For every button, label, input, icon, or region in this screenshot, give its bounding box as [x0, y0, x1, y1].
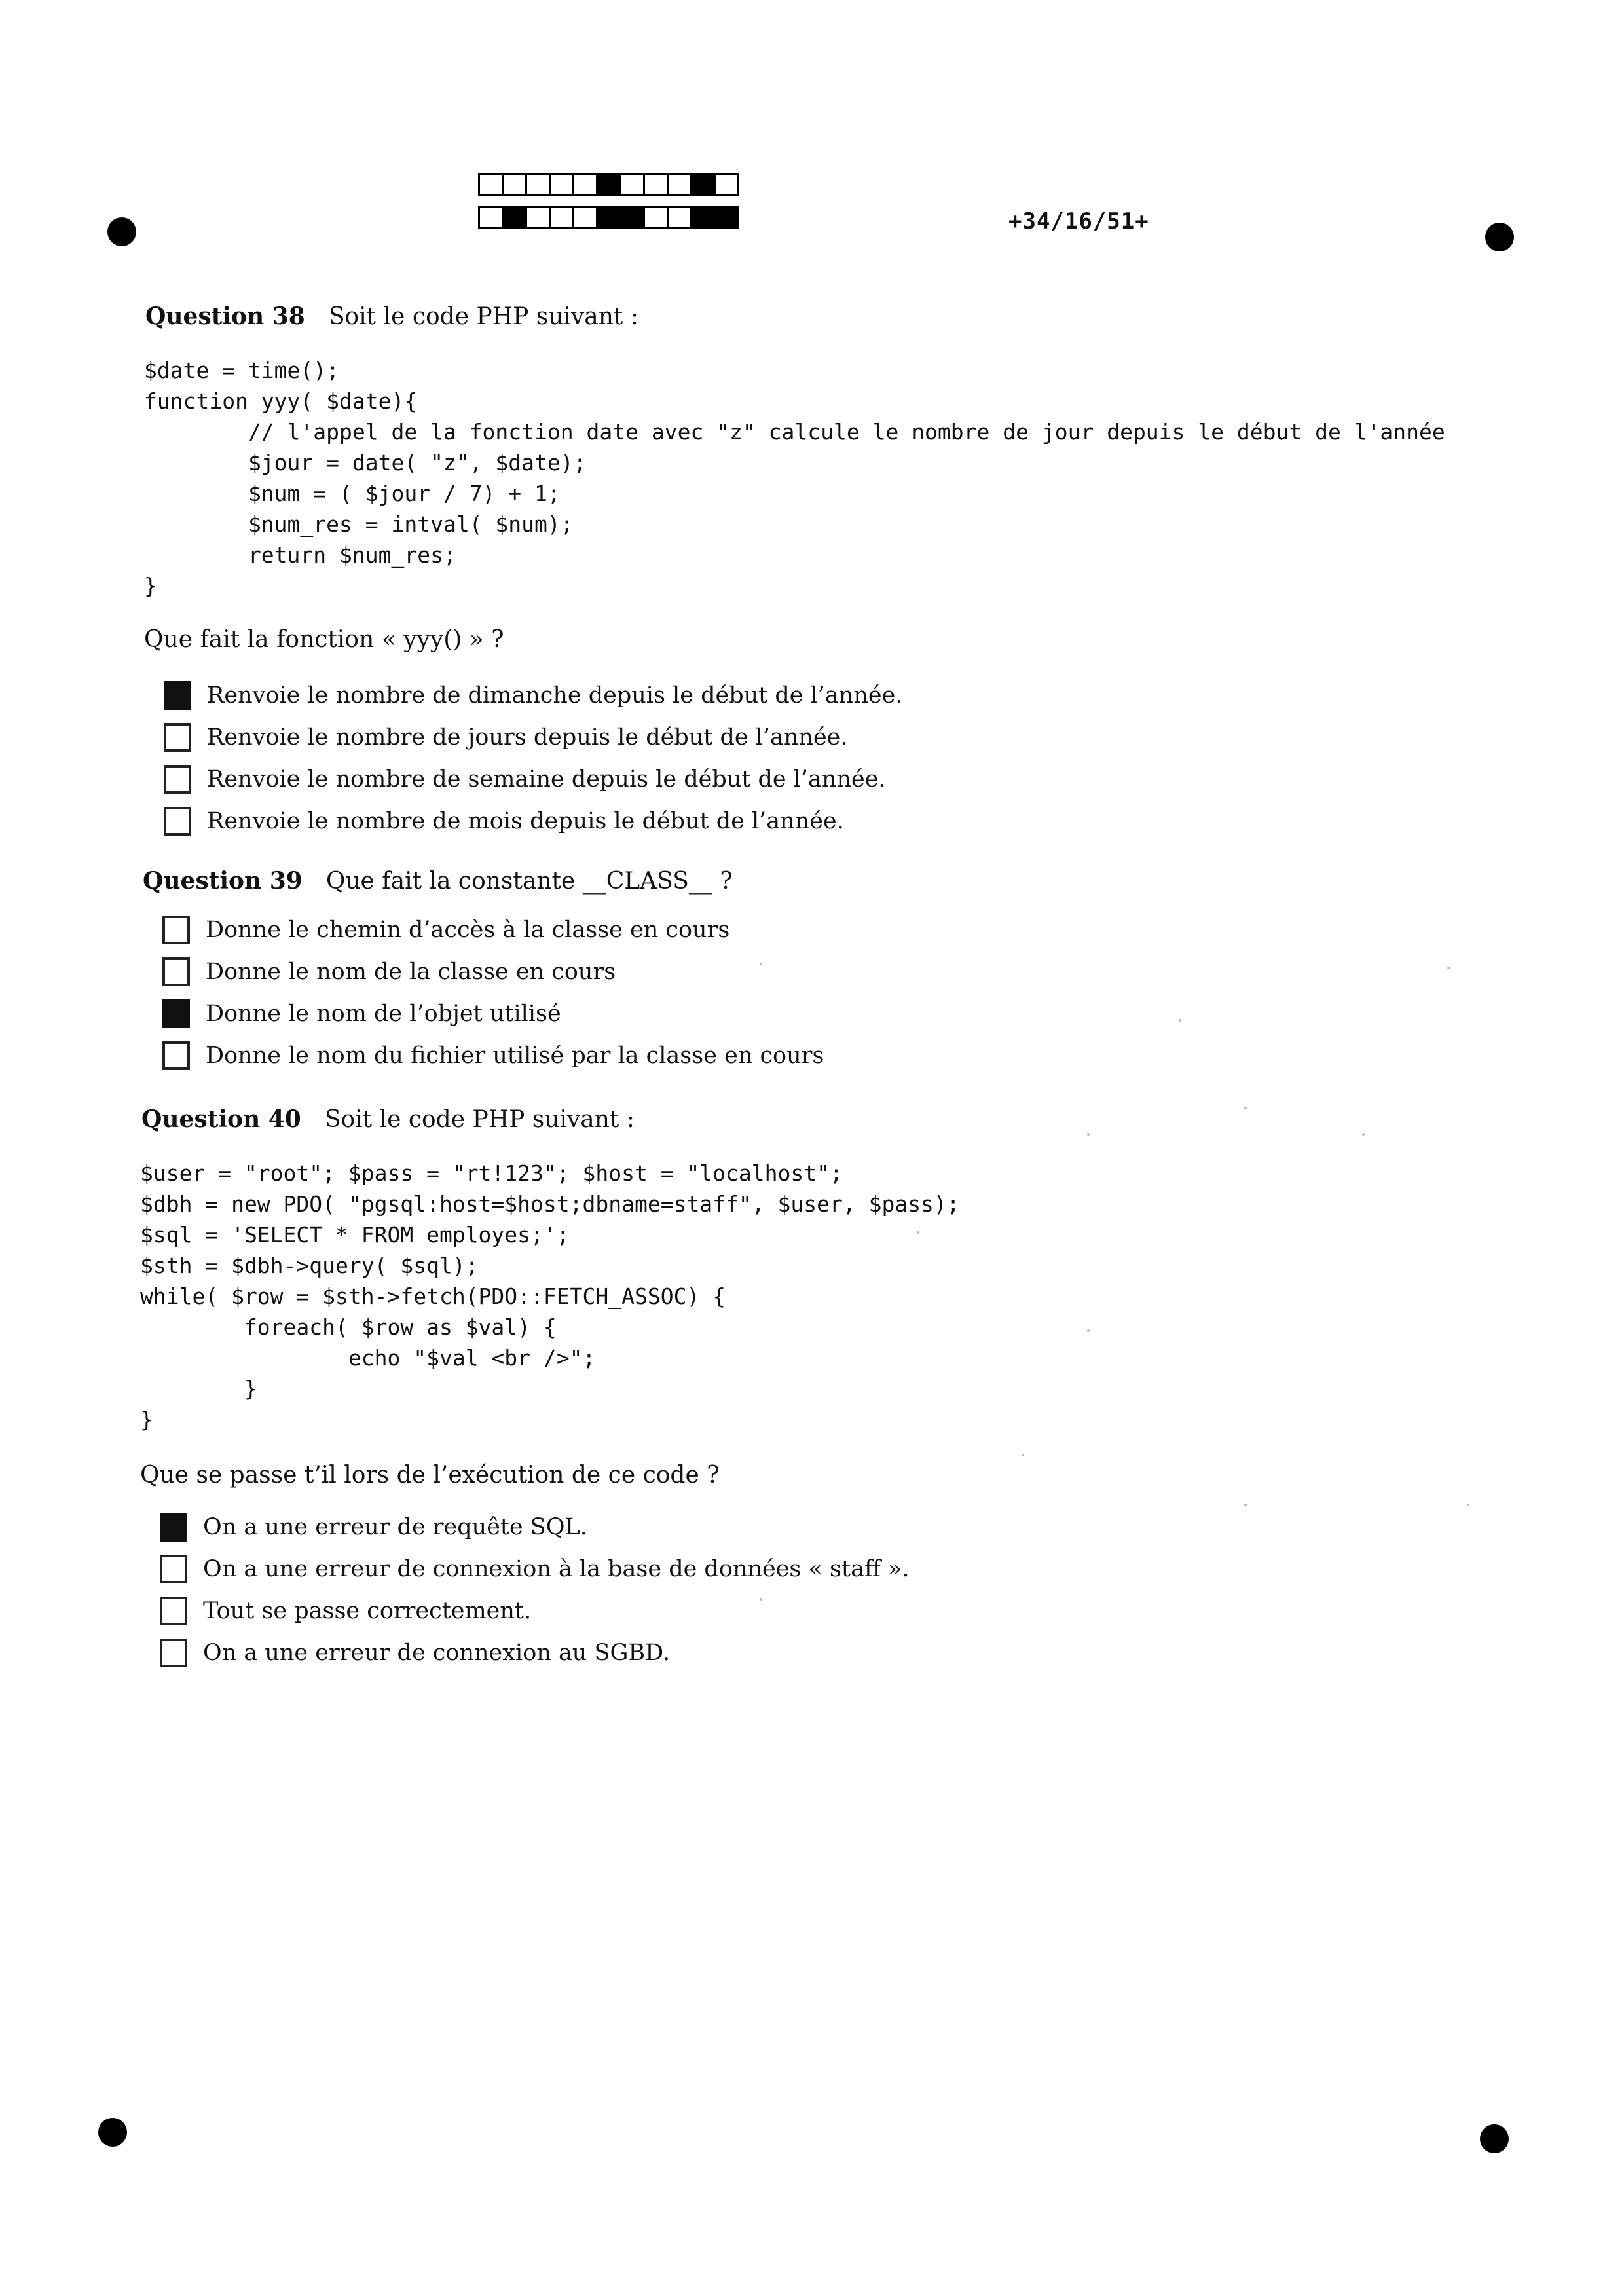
answer-choice[interactable]	[162, 909, 824, 951]
question-38-prompt: Que fait la fonction « yyy() » ?	[144, 626, 504, 653]
barcode-cell	[690, 173, 716, 196]
question-39-header	[143, 867, 733, 895]
checkbox[interactable]	[162, 916, 190, 944]
checked-checkbox[interactable]	[164, 681, 191, 710]
answer-choice[interactable]	[164, 716, 902, 758]
answer-choice[interactable]	[164, 800, 902, 842]
barcode-cell	[596, 173, 621, 196]
answer-label: Donne le nom du fichier utilisé par la classe en cours	[206, 1043, 824, 1069]
answer-label: Donne le chemin d’accès à la classe en cours	[206, 917, 730, 943]
answer-choice[interactable]	[162, 993, 824, 1035]
question-40-header	[141, 1105, 635, 1133]
scan-speck	[1244, 1107, 1247, 1109]
scan-speck	[1022, 1454, 1024, 1456]
checkbox[interactable]	[164, 723, 191, 752]
scan-speck	[760, 1598, 762, 1601]
answer-choice[interactable]	[164, 675, 902, 716]
answer-label: On a une erreur de requête SQL.	[203, 1514, 587, 1540]
question-39-choices	[162, 909, 824, 1077]
barcode-cell	[714, 173, 739, 196]
question-number: Question 38	[145, 303, 305, 330]
answer-label: On a une erreur de connexion à la base de données « staff ».	[203, 1556, 910, 1582]
answer-label: Renvoie le nombre de semaine depuis le début de l’année.	[207, 766, 886, 792]
question-38-choices	[164, 675, 902, 842]
answer-label: Donne le nom de l’objet utilisé	[206, 1001, 561, 1027]
barcode-cell	[549, 173, 574, 196]
barcode-cell	[619, 173, 645, 196]
question-title: Que fait la constante __CLASS__ ?	[325, 868, 733, 895]
checkbox[interactable]	[162, 957, 190, 986]
answer-choice[interactable]	[162, 1035, 824, 1077]
answer-choice[interactable]	[160, 1590, 909, 1632]
barcode-cell	[502, 173, 527, 196]
scan-speck	[1362, 1133, 1365, 1136]
checkbox[interactable]	[164, 807, 191, 836]
question-38-header	[145, 303, 638, 330]
answer-choice[interactable]	[160, 1632, 909, 1674]
barcode-cell	[667, 206, 692, 229]
registration-mark-bottom-right	[1480, 2124, 1509, 2153]
answer-label: Donne le nom de la classe en cours	[206, 959, 616, 985]
barcode-cell	[690, 206, 716, 229]
checkbox[interactable]	[160, 1555, 187, 1583]
scan-speck	[917, 1231, 919, 1234]
barcode-cell	[572, 206, 598, 229]
question-number: Question 39	[143, 867, 303, 895]
barcode-row-2	[478, 206, 737, 229]
answer-choice[interactable]	[160, 1548, 909, 1590]
scan-speck	[1244, 1504, 1247, 1506]
barcode-cell	[596, 206, 621, 229]
checkbox[interactable]	[162, 1041, 190, 1070]
answer-choice[interactable]	[164, 758, 902, 800]
barcode-row-1	[478, 173, 737, 196]
question-40-code: $user = "root"; $pass = "rt!123"; $host = "localhost"; $dbh = new PDO( "pgsql:host=$host;dbname=staff", $user, $pass); $sql = 'SELECT * FROM employes;'; $sth = $dbh->query( $sql); while( $row = $sth->fetch(PDO::FETCH_ASSOC) { foreach( $row as $val) { echo "$val <br />"; } }	[140, 1160, 960, 1432]
answer-label: Renvoie le nombre de dimanche depuis le début de l’année.	[207, 682, 903, 709]
barcode-cell	[643, 206, 669, 229]
scan-speck	[1087, 1329, 1090, 1332]
barcode-cell	[478, 173, 504, 196]
registration-mark-top-right	[1485, 223, 1514, 251]
answer-label: On a une erreur de connexion au SGBD.	[203, 1640, 671, 1666]
barcode-cell	[643, 173, 669, 196]
barcode-cell	[525, 173, 551, 196]
barcode-cell	[714, 206, 739, 229]
question-40-prompt: Que se passe t’il lors de l’exécution de ce code ?	[140, 1462, 720, 1489]
question-number: Question 40	[141, 1105, 301, 1133]
barcode-cell	[502, 206, 527, 229]
answer-label: Renvoie le nombre de mois depuis le début de l’année.	[207, 808, 844, 834]
question-40-choices	[160, 1506, 909, 1674]
answer-choice[interactable]	[162, 951, 824, 993]
answer-label: Renvoie le nombre de jours depuis le début de l’année.	[207, 724, 848, 750]
scan-speck	[1447, 967, 1450, 969]
scan-speck	[760, 963, 762, 965]
barcode-cell	[549, 206, 574, 229]
checkbox[interactable]	[164, 765, 191, 794]
question-38-code: $date = time(); function yyy( $date){ // l'appel de la fonction date avec "z" calcule le nombre de jour depuis le début de l'année $jour = date( "z", $date); $num = ( $jour / 7) + 1; $num_res = intval( $num); return $num_res; }	[144, 358, 1445, 599]
answer-label: Tout se passe correctement.	[203, 1598, 532, 1624]
checkbox[interactable]	[160, 1639, 187, 1667]
scan-speck	[1179, 1019, 1181, 1022]
checkbox[interactable]	[160, 1597, 187, 1625]
barcode-cell	[667, 173, 692, 196]
checked-checkbox[interactable]	[160, 1513, 187, 1542]
registration-mark-bottom-left	[98, 2118, 127, 2147]
question-title: Soit le code PHP suivant :	[324, 1106, 635, 1133]
answer-choice[interactable]	[160, 1506, 909, 1548]
checked-checkbox[interactable]	[162, 999, 190, 1028]
scan-speck	[1467, 1504, 1469, 1506]
barcode-cell	[525, 206, 551, 229]
question-title: Soit le code PHP suivant :	[328, 303, 638, 330]
barcode-cell	[619, 206, 645, 229]
barcode-cell	[572, 173, 598, 196]
sheet-id: +34/16/51+	[1008, 208, 1149, 234]
registration-mark-top-left	[107, 217, 136, 246]
barcode-cell	[478, 206, 504, 229]
scan-speck	[1087, 1133, 1090, 1136]
